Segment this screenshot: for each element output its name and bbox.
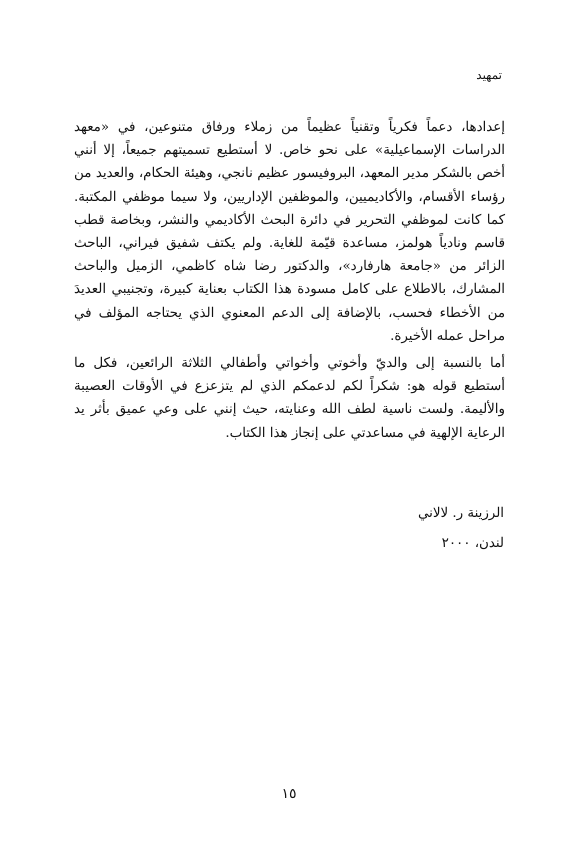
page-number: ١٥ (281, 786, 297, 802)
signature-block (418, 499, 504, 559)
body-text (74, 116, 505, 445)
place-date: لندن، ٢٠٠٠ (441, 536, 504, 551)
author-name: الرزينة ر. لالاني (418, 506, 504, 521)
paragraph-2: أما بالنسبة إلى والديّ وأخوتي وأخواتي وأطفالي الثلاثة الرائعين، فكل ما أستطيع قوله هو: شكراً لكم لدعمكم الذي لم يتزعزع في الأوقات العصيبة والأليمة. ولست ناسية لطف الله وعنايته، حيث إنني على وعي عميق بأثر يد الرعاية الإلهية في مساعدتي على إنجاز هذا الكتاب. (74, 356, 505, 441)
running-head: تمهيد (476, 68, 502, 82)
paragraph-1: إعدادها، دعماً فكرياً وتقنياً عظيماً من زملاء ورفاق متنوعين، في «معهد الدراسات الإسماعيلية» على نحو خاص. لا أستطيع تسميتهم جميعاً، إلا أنني أخص بالشكر مدير المعهد، البروفيسور عظيم نانجي، وهيئة الحكام، والعديد من رؤساء الأقسام، والأكاديميين، والموظفين الإداريين، ولا سيما موظفي المكتبة. كما كانت لموظفي التحرير في دائرة البحث الأكاديمي والنشر، وبخاصة قطب قاسم ونادياً هولمز، مساعدة قيّمة للغاية. ولم يكتف شفيق فيراني، الباحث الزائر من «جامعة هارفارد»، والدكتور رضا شاه كاظمي، الزميل والباحث المشارك، بالاطلاع على كامل مسودة هذا الكتاب بعناية كبيرة، وتجنيبي العديدَ من الأخطاء فحسب، بالإضافة إلى الدعم المعنوي الذي يحتاجه المؤلف في مراحل عمله الأخيرة. (74, 120, 505, 344)
